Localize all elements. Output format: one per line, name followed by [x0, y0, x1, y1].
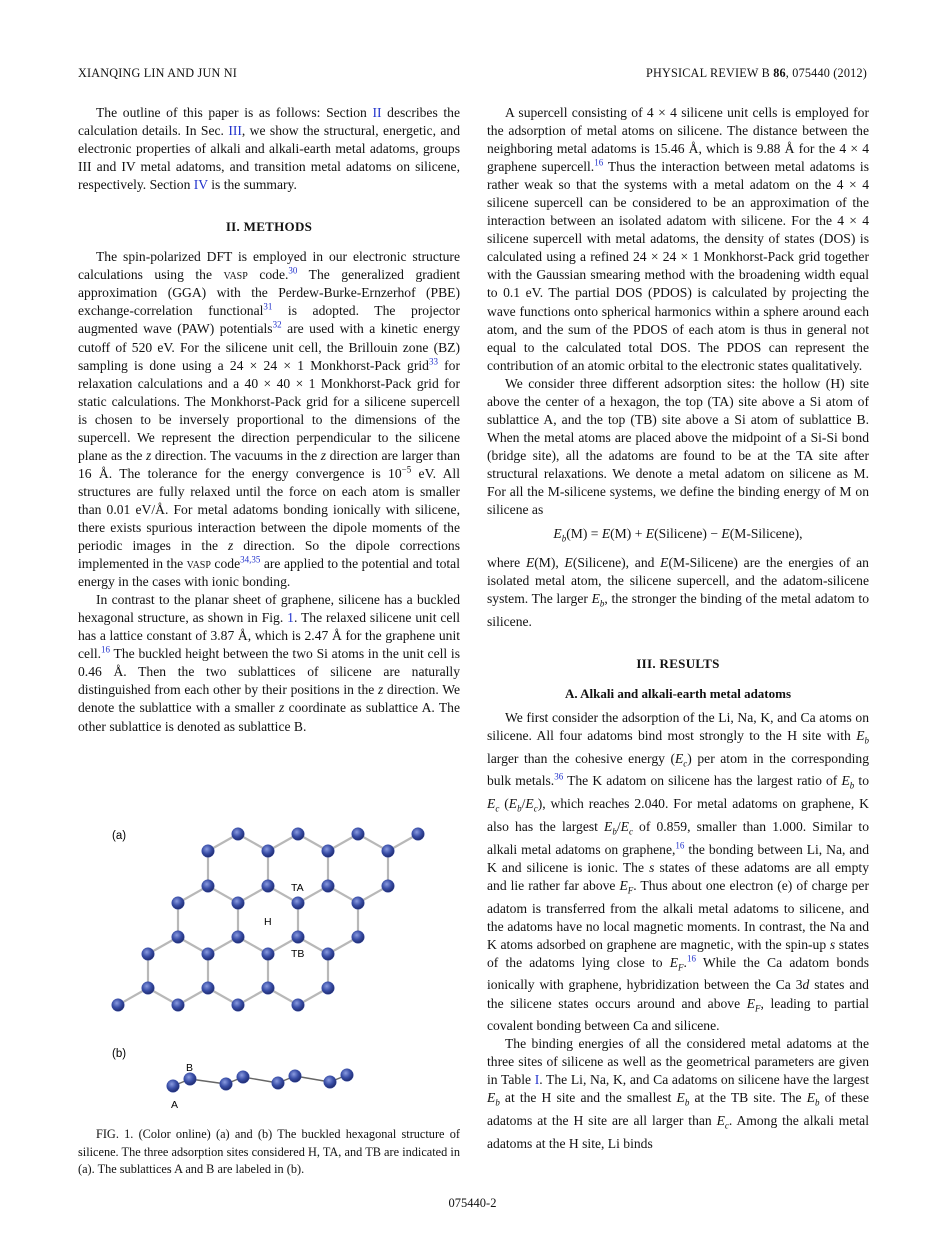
- paragraph-binding-energies: The binding energies of all the considered metal adatoms at the three sites of silicene as well as the geometrical parameters are given in Table I. The Li, Na, K, and Ca adatoms on silicene have the largest $E_b$ at the H site and the smallest $E_b$ at the TB site. The $E_b$ of these adatoms at the H site are all larger than $E_c$. Among the alkali metal adatoms at the H site, Li binds: [487, 1036, 869, 1152]
- citation-link[interactable]: 30: [288, 265, 298, 276]
- citation-link[interactable]: 31: [263, 301, 273, 312]
- side-view-bonds: [173, 1075, 347, 1086]
- si-atom: [352, 828, 365, 841]
- si-atom: [142, 948, 155, 961]
- running-header-journal: PHYSICAL REVIEW B 86, 075440 (2012): [646, 66, 867, 80]
- paragraph-outline: The outline of this paper is as follows: Section II describes the calculation details. In Sec. III, we show the structural, energetic, and electronic properties of alkali and alkali-earth metal adatoms, groups III and IV metal adatoms, and transition metal adatoms on silicene, respectively. Section IV is the summary.: [78, 105, 461, 193]
- si-atom: [142, 982, 155, 995]
- si-atom: [352, 897, 365, 910]
- si-atom-side: [341, 1069, 354, 1082]
- silicene-lattice-diagram: [78, 818, 460, 1128]
- panel-a-label: (a): [112, 830, 127, 842]
- right-column: [487, 104, 869, 1153]
- page-number: 075440-2: [448, 1196, 497, 1210]
- si-atom: [202, 845, 215, 858]
- panel-b-label: (b): [112, 1048, 127, 1060]
- paragraph-sites: We consider three different adsorption sites: the hollow (H) site above the center of a hexagon, the top (TA) site above a Si atom of sublattice A, and the top (TB) site above a Si atom of sublattice B. When the metal atoms are placed above the midpoint of a Si-Si bond (bridge site), all the adatoms are found to be at the TA site after structural relaxations. We denote a metal adatom on silicene as M. For all the M-silicene systems, we define the binding energy of M on silicene as: [487, 375, 869, 518]
- citation-link[interactable]: 34,35: [240, 554, 261, 565]
- paragraph-structure: In contrast to the planar sheet of graphene, silicene has a buckled hexagonal structure, as shown in Fig. 1. The relaxed silicene unit cell has a lattice constant of 3.87 Å, which is 2.47 Å for the graphene unit cell.$^{16}$ The buckled height between the two Si atoms in the unit cell is 0.46 Å. Then the two sublattices of silicene are naturally distinguished from each other by their positions in the z direction. We denote the sublattice with a smaller z coordinate as sublattice A. The other sublattice is denoted as sublattice B.: [78, 592, 460, 734]
- si-atom: [202, 880, 215, 893]
- section-link[interactable]: III: [228, 123, 242, 139]
- figure-link[interactable]: 1: [287, 610, 294, 626]
- si-atom: [292, 828, 305, 841]
- si-atom-side: [220, 1078, 233, 1091]
- citation-link[interactable]: 16: [101, 644, 111, 655]
- sublattice-b-label: B: [186, 1062, 194, 1074]
- si-atom: [322, 948, 335, 961]
- si-atom: [202, 948, 215, 961]
- table-link[interactable]: I: [534, 1072, 540, 1088]
- si-atom: [262, 845, 275, 858]
- left-column: [78, 104, 460, 736]
- citation-link[interactable]: 16: [594, 157, 604, 168]
- site-label-h: H: [264, 916, 272, 928]
- section-heading-results: III. RESULTS: [636, 655, 720, 671]
- si-atom: [232, 931, 245, 944]
- figure-1: [78, 818, 460, 1128]
- si-atom: [322, 880, 335, 893]
- citation-link[interactable]: 16: [686, 953, 696, 964]
- si-atom: [262, 982, 275, 995]
- paragraph-energy-def: where E(M), E(Silicene), and E(M-Silicene) are the energies of an isolated metal atom, the silicene supercell, and the adatom-silicene system. The larger $E_b$, the stronger the binding of the metal adatom to silicene.: [487, 554, 869, 629]
- si-atom: [322, 982, 335, 995]
- binding-energy-equation: $E_b(M) = E(M)$ + E(Silicene) − E(M-Silicene),: [553, 526, 803, 544]
- si-atom-side: [237, 1071, 250, 1084]
- si-atom: [172, 931, 185, 944]
- si-atom: [202, 982, 215, 995]
- si-atom: [112, 999, 125, 1012]
- si-atom: [412, 828, 425, 841]
- si-atom: [322, 845, 335, 858]
- si-atom-side: [184, 1073, 197, 1086]
- paragraph-supercell: A supercell consisting of 4 × 4 silicene unit cells is employed for the adsorption of metal atoms on silicene. The distance between the neighboring metal adatoms is 15.46 Å, which is 9.88 Å for the 4 × 4 graphene supercell.$^{16}$ Thus the interaction between metal adatoms is rather weak so that the systems with a metal adatom on the 4 × 4 silicene supercell can be considered to be an approximation of the interaction between an isolated adatom with silicene. For the 4 × 4 silicene supercell with metal adatoms, the density of states (DOS) is calculated using a refined 24 × 24 × 1 Monkhorst-Pack grid together with the Gaussian smearing method with the broadening width equal to 0.1 eV. The partial DOS (PDOS) is calculated by projecting the wave functions onto spherical harmonics within a sphere around each atom, and the sum of the PDOS of each atom is thus in general not equal to the calculated total DOS. The PDOS can represent the contribution of an atomic orbital to the electronic states qualitatively.: [487, 105, 869, 373]
- volume-number: 86: [773, 66, 786, 80]
- paragraph-methods: The spin-polarized DFT is employed in our electronic structure calculations using the vasp code.$^{30}$ The generalized gradient approximation (GGA) with the Perdew-Burke-Ernzerhof (PBE) exchange-correlation functional$^{31}$ is adopted. The projector augmented wave (PAW) potentials$^{32}$ are used with a kinetic energy cutoff of 520 eV. For the silicene unit cell, the Brillouin zone (BZ) sampling is done using a 24 × 24 × 1 Monkhorst-Pack grid$^{33}$ for relaxation calculations and a 40 × 40 × 1 Monkhorst-Pack grid for static calculations. The Monkhorst-Pack grid for a silicene supercell is chosen to be inversely proportional to the dimensions of the supercell. We represent the direction perpendicular to the silicene plane as the z direction. The vacuums in the z direction are larger than 16 Å. The tolerance for the energy convergence is $10^{-5}$ eV. All structures are fully relaxed until the force on each atom is smaller than 0.01 eV/Å. For metal adatoms bonding ionically with silicene, there exists spurious interaction between the dipole moments of the periodic images in the z direction. So the dipole corrections implemented in the vasp code$^{34,35}$ are applied to the potential and total energy in the cases with ionic bonding.: [78, 249, 461, 590]
- running-header-authors: XIANQING LIN AND JUN NI: [78, 66, 237, 80]
- si-atom: [292, 999, 305, 1012]
- si-atom: [232, 828, 245, 841]
- citation-link[interactable]: 32: [272, 319, 282, 330]
- paragraph-alkali: We first consider the adsorption of the Li, Na, K, and Ca atoms on silicene. All four adatoms bind most strongly to the H site with $E_b$ larger than the cohesive energy $(E_c)$ per atom in the corresponding bulk metals.$^{36}$ The K adatom on silicene has the largest ratio of $E_b$ to $E_c$ $(E_b/E_c)$, which reaches 2.040. For metal adatoms on graphene, K also has the largest $E_b/E_c$ of 0.859, smaller than 1.000. Similar to alkali metal adatoms on graphene,$^{16}$ the bonding between Li, Na, and K and silicene is ionic. The s states of these adatoms are all empty and lie rather far above $E_F$. Thus about one electron (e) of charge per adatom is transferred from the alkali metal adatoms to silicene, and the adatoms have no local magnetic moments. In contrast, the Na and K atoms adsorbed on graphene are magnetic, with the spin-up s states of the adatoms lying close to $E_F.^{16}$ While the Ca adatom bonds ionically with graphene, hybridization between the Ca 3d states and the silicene states occurs around and above $E_F$, leading to partial covalent bonding between Ca and silicene.: [487, 709, 869, 1034]
- section-heading-methods: II. METHODS: [225, 219, 313, 235]
- si-atom-side: [324, 1076, 337, 1089]
- section-link[interactable]: II: [372, 105, 382, 120]
- si-atom-side: [272, 1077, 285, 1090]
- site-label-tb: TB: [291, 948, 305, 960]
- citation-link[interactable]: 16: [675, 840, 685, 851]
- sublattice-a-label: A: [171, 1099, 179, 1111]
- figure-caption: FIG. 1. (Color online) (a) and (b) The buckled hexagonal structure of silicene. The three adsorption sites considered H, TA, and TB are indicated in (a). The sublattices A and B are labeled in (b).: [78, 1127, 460, 1176]
- si-atom: [232, 999, 245, 1012]
- si-atom: [292, 931, 305, 944]
- si-atom: [262, 948, 275, 961]
- si-atom: [382, 880, 395, 893]
- si-atom: [352, 931, 365, 944]
- site-label-ta: TA: [291, 882, 304, 894]
- si-atom: [382, 845, 395, 858]
- si-atom: [232, 897, 245, 910]
- si-atom: [172, 999, 185, 1012]
- section-link[interactable]: IV: [193, 177, 208, 193]
- si-atom: [172, 897, 185, 910]
- si-atom-side: [289, 1070, 302, 1083]
- si-atom: [262, 880, 275, 893]
- si-atom: [292, 897, 305, 910]
- citation-link[interactable]: 36: [554, 771, 564, 782]
- si-atom-side: [167, 1080, 180, 1093]
- citation-link[interactable]: 33: [428, 356, 438, 367]
- subsection-heading-alkali: A. Alkali and alkali-earth metal adatoms: [564, 685, 792, 701]
